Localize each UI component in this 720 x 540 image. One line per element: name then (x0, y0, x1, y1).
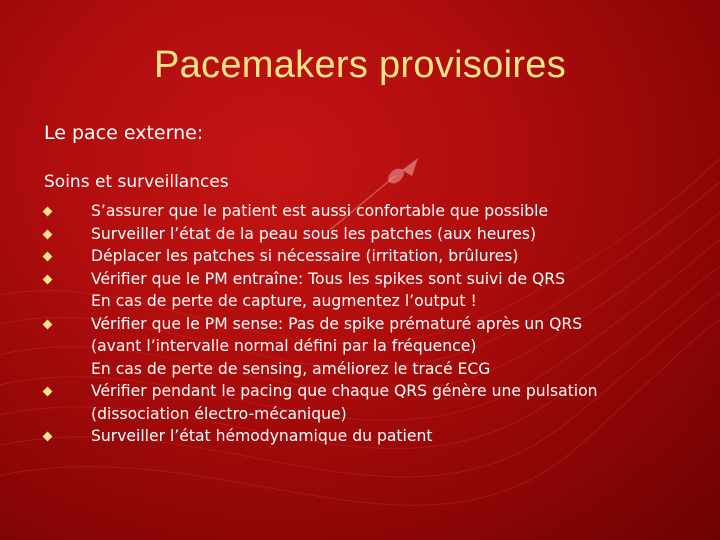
diamond-bullet-icon (43, 432, 53, 442)
diamond-bullet-icon (43, 319, 53, 329)
list-item-text: Surveiller l’état de la peau sous les patches (aux heures) (91, 224, 537, 243)
list-item-text: Déplacer les patches si nécessaire (irritation, brûlures) (91, 247, 519, 265)
diamond-bullet-icon (43, 252, 53, 262)
list-item-text: Vérifier que le PM entraîne: Tous les spikes sont suivi de QRS (91, 269, 566, 288)
diamond-bullet-icon (43, 207, 53, 217)
list-item (44, 425, 694, 448)
bullet-list (44, 200, 694, 448)
diamond-bullet-icon (43, 387, 53, 397)
capture-loss-note: En cas de perte de capture, augmentez l’output ! (91, 292, 477, 310)
diamond-bullet-icon (43, 274, 53, 284)
list-item-text: Vérifier pendant le pacing que chaque QRS génère une pulsation (91, 382, 598, 400)
list-item (44, 268, 694, 291)
slide-subtitle: Le pace externe: (44, 122, 204, 144)
list-item-text-continued: (dissociation électro-mécanique) (91, 404, 347, 423)
list-item-text-continued: (avant l’intervalle normal défini par la fréquence) (91, 337, 477, 355)
list-item (44, 245, 694, 268)
list-item-text: Surveiller l’état hémodynamique du patient (91, 427, 433, 445)
list-item-text: Vérifier que le PM sense: Pas de spike prématuré après un QRS (91, 314, 583, 333)
section-heading: Soins et surveillances (44, 172, 229, 192)
list-item (44, 380, 694, 425)
diamond-bullet-icon (43, 229, 53, 239)
sensing-loss-note: En cas de perte de sensing, améliorez le tracé ECG (91, 359, 491, 378)
list-item (44, 223, 694, 246)
slide-title: Pacemakers provisoires (153, 44, 567, 86)
list-item (44, 200, 694, 223)
list-item (44, 313, 694, 358)
list-item-text: S’assurer que le patient est aussi confortable que possible (91, 202, 549, 220)
